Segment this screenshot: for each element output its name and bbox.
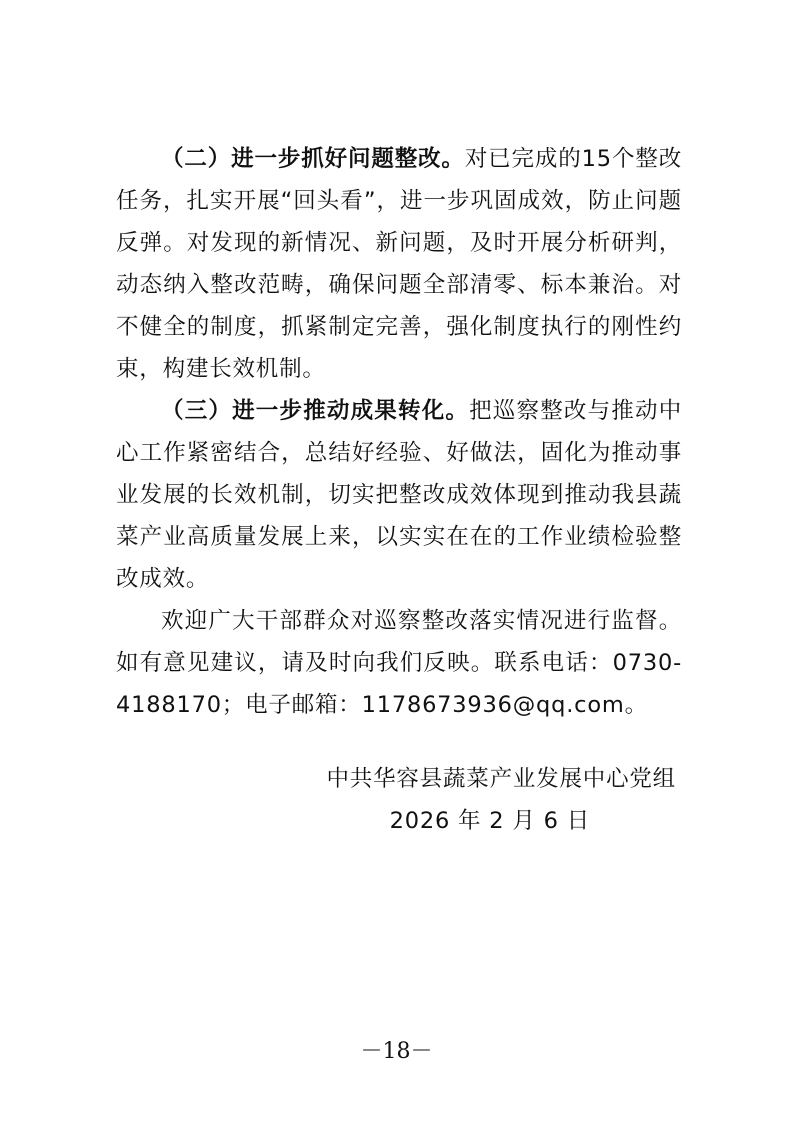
document-body: [116, 138, 682, 726]
paragraph-rectification: [116, 138, 682, 390]
signature-date: 2026 年 2 月 6 日: [389, 808, 590, 834]
paragraph-heading: （三）进一步推动成果转化。: [161, 398, 470, 424]
paragraph-transformation: [116, 390, 682, 600]
paragraph-text: 欢迎广大干部群众对巡察整改落实情况进行监督。如有意见建议，请及时向我们反映。联系电话：0730-4188170；电子邮箱：1178673936@qq.com。: [116, 608, 682, 718]
paragraph-text: 对已完成的15个整改任务，扎实开展“回头看”，进一步巩固成效，防止问题反弹。对发现的新情况、新问题，及时开展分析研判，动态纳入整改范畴，确保问题全部清零、标本兼治。对不健全的制度，抓紧制定完善，强化制度执行的刚性约束，构建长效机制。: [116, 146, 682, 382]
page-number: －18－: [360, 1039, 433, 1064]
paragraph-contact: [116, 600, 682, 726]
paragraph-text: 把巡察整改与推动中心工作紧密结合，总结好经验、好做法，固化为推动事业发展的长效机制，切实把整改成效体现到推动我县蔬菜产业高质量发展上来，以实实在在的工作业绩检验整改成效。: [116, 398, 683, 592]
paragraph-heading: （二）进一步抓好问题整改。: [161, 146, 465, 172]
signature-organization: 中共华容县蔬菜产业发展中心党组: [326, 766, 676, 792]
signature-block: [116, 758, 682, 842]
